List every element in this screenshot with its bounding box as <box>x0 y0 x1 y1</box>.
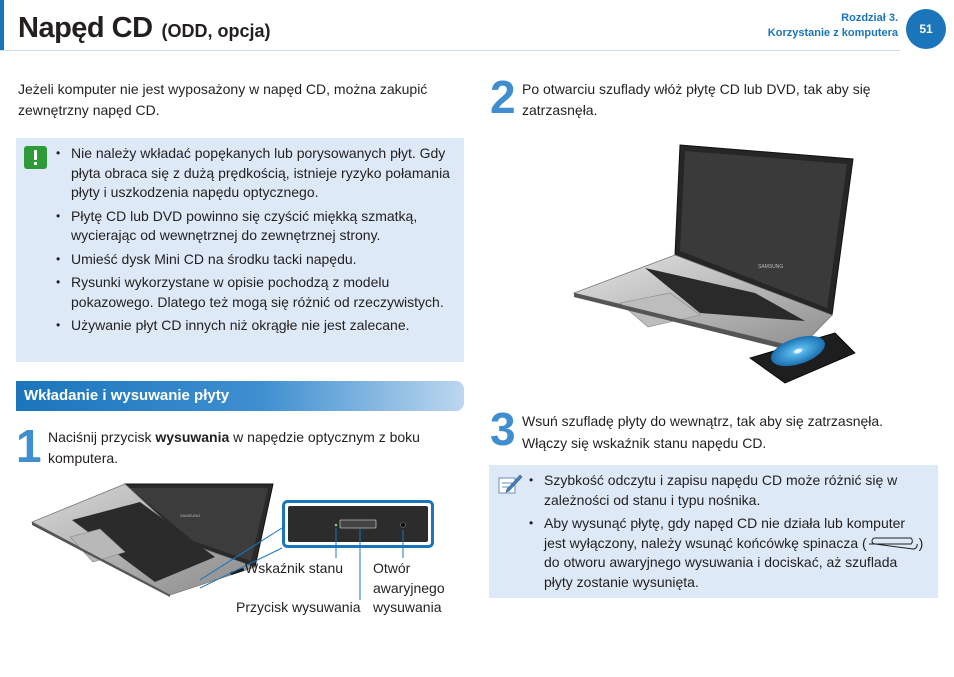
laptop-open-tray-illustration <box>570 143 860 388</box>
chapter-title: Korzystanie z komputera <box>767 27 898 39</box>
chapter-label <box>768 11 898 41</box>
header-accent-bar <box>0 0 4 50</box>
chapter-number: Rozdział 3. <box>841 12 898 24</box>
warning-box <box>16 138 464 362</box>
warning-item: • Umieść dysk Mini CD na środku tacki napędu. <box>56 250 454 270</box>
page-number-badge: 51 <box>906 9 946 49</box>
note-pencil-icon <box>497 472 523 496</box>
note-box <box>489 465 938 598</box>
page-title-suffix: (ODD, opcja) <box>161 21 271 41</box>
step-3-line-1: Wsuń szufladę płyty do wewnątrz, tak aby się zatrzasnęła. <box>522 413 884 429</box>
laptop-brand-label: SAMSUNG <box>180 513 201 518</box>
step-3-text <box>522 410 934 454</box>
page-title <box>18 8 270 45</box>
note-item: • Szybkość odczytu i zapisu napędu CD może różnić się w zależności od stanu i typu nośnika. <box>529 471 928 510</box>
callout-emergency-hole: Otwór awaryjnego wysuwania <box>373 560 445 615</box>
step-3-line-2: Włączy się wskaźnik stanu napędu CD. <box>522 435 767 451</box>
step-1-text: Naciśnij przycisk wysuwania w napędzie optycznym z boku komputera. <box>48 429 420 466</box>
note-list <box>529 471 928 592</box>
warning-item: • Płytę CD lub DVD powinno się czyścić miękką szmatką, wycierając od wewnętrznej do zewnętrznej strony. <box>56 207 454 246</box>
step-2-number: 2 <box>490 71 516 123</box>
header-divider <box>0 50 900 51</box>
warning-item: • Rysunki wykorzystane w opisie pochodzą z modelu pokazowego. Dlatego też mogą się różnić od rzeczywistych. <box>56 273 454 312</box>
callout-status-indicator: Wskaźnik stanu <box>245 560 344 576</box>
step-1-keyword: wysuwania <box>155 429 230 445</box>
warning-item: • Nie należy wkładać popękanych lub porysowanych płyt. Gdy płyta obraca się z dużą prędkością, istnieje ryzyko połamania płyty i uszkodzenia napędu optycznego. <box>56 144 454 203</box>
exclamation-icon <box>24 146 47 169</box>
page-title-main: Napęd CD <box>18 12 153 44</box>
laptop-brand-label: SAMSUNG <box>758 264 784 270</box>
note-item: • Aby wysunąć płytę, gdy napęd CD nie działa lub komputer jest wyłączony, należy wsunąć końcówkę spinacza ( ) do otworu awaryjnego wysuwania i dociskać, aż szuflada płyty zostanie wysunięta. <box>529 514 928 592</box>
callout-eject-button: Przycisk wysuwania <box>236 599 361 615</box>
paperclip-icon <box>867 537 919 551</box>
step-3-number: 3 <box>490 403 516 455</box>
step-1-number: 1 <box>16 420 42 472</box>
step-2-text: Po otwarciu szuflady włóż płytę CD lub DVD, tak aby się zatrzasnęła. <box>522 81 871 118</box>
section-heading: Wkładanie i wysuwanie płyty <box>16 381 464 411</box>
warning-item: • Używanie płyt CD innych niż okrągłe nie jest zalecane. <box>56 316 454 336</box>
intro-paragraph: Jeżeli komputer nie jest wyposażony w napęd CD, można zakupić zewnętrzny napęd CD. <box>18 81 428 118</box>
warning-list <box>56 144 454 336</box>
